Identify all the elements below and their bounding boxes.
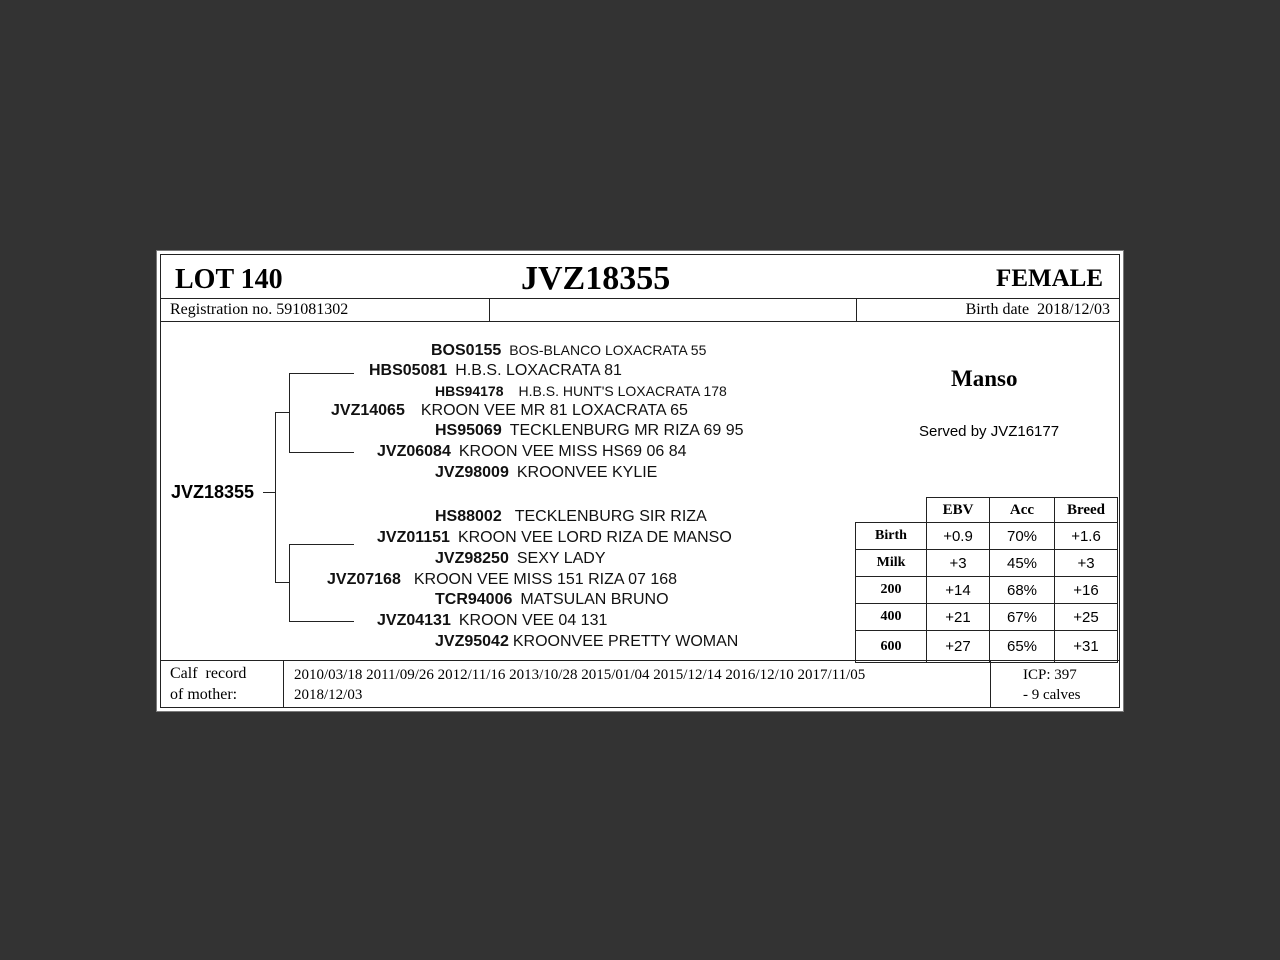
pedigree-name: MATSULAN BRUNO: [520, 591, 669, 608]
pedigree-entry: [369, 362, 622, 380]
calf-record-dates-box: [283, 660, 991, 708]
pedigree-entry: [435, 383, 727, 399]
calf-record-dates-line2: 2018/12/03: [294, 687, 363, 703]
sex-label: FEMALE: [996, 265, 1103, 292]
pedigree-code: JVZ95042: [435, 633, 509, 650]
ebv-value: +21: [927, 604, 990, 631]
pedigree-code: HS88002: [435, 508, 502, 525]
dam-sire-line: [289, 544, 354, 545]
pedigree-name: BOS-BLANCO LOXACRATA 55: [509, 342, 707, 358]
pedigree-name: KROONVEE KYLIE: [516, 464, 658, 481]
header-box: [160, 254, 1120, 299]
pedigree-name: KROON VEE LORD RIZA DE MANSO: [457, 529, 732, 546]
pedigree-code: JVZ14065: [331, 402, 405, 419]
ebv-row-label: 400: [856, 604, 927, 631]
pedigree-entry: [435, 633, 738, 651]
table-row: [856, 550, 1118, 577]
dam-dam-line: [289, 621, 354, 622]
ebv-row-label: Milk: [856, 550, 927, 577]
pedigree-name: KROON VEE MISS 151 RIZA 07 168: [413, 571, 678, 588]
calf-record-dates-line1: 2010/03/18 2011/09/26 2012/11/16 2013/10/28 2015/01/04 2015/12/14 2016/12/10 2017/11/05: [294, 667, 866, 683]
breed-value: +31: [1055, 631, 1118, 663]
pedigree-name: KROONVEE PRETTY WOMAN: [512, 633, 739, 650]
table-row: [856, 604, 1118, 631]
pedigree-code: HBS05081: [369, 362, 448, 379]
calf-record-label-box: [160, 660, 284, 708]
lot-number: LOT 140: [175, 264, 283, 295]
pedigree-code: JVZ04131: [377, 612, 451, 629]
pedigree-name: TECKLENBURG SIR RIZA: [514, 508, 707, 525]
pedigree-code: JVZ07168: [327, 571, 401, 588]
breed-value: +16: [1055, 577, 1118, 604]
pedigree-name: SEXY LADY: [516, 550, 606, 567]
ebv-value: +0.9: [927, 523, 990, 550]
sire-branch: [275, 412, 289, 413]
table-row: [856, 577, 1118, 604]
icp-box: [990, 660, 1120, 708]
main-bracket: [275, 412, 276, 582]
acc-value: 67%: [990, 604, 1055, 631]
acc-value: 70%: [990, 523, 1055, 550]
pedigree-entry: [435, 464, 657, 482]
pedigree-name: H.B.S. LOXACRATA 81: [455, 362, 622, 379]
pedigree-name: KROON VEE MISS HS69 06 84: [458, 443, 687, 460]
pedigree-entry: [435, 591, 669, 609]
dam-bracket: [289, 544, 290, 621]
sire-sire-line: [289, 373, 354, 374]
ebv-row-label: Birth: [856, 523, 927, 550]
pedigree-code: JVZ01151: [377, 529, 450, 546]
pedigree-name: KROON VEE MR 81 LOXACRATA 65: [420, 402, 688, 419]
dam-branch: [275, 582, 289, 583]
ebv-value: +27: [927, 631, 990, 663]
acc-value: 45%: [990, 550, 1055, 577]
acc-value: 68%: [990, 577, 1055, 604]
registration-number: Registration no. 591081302: [170, 301, 349, 318]
ebv-header-ebv: EBV: [927, 498, 990, 523]
pedigree-entry: [377, 443, 687, 461]
pedigree-entry: [331, 402, 688, 420]
ebv-value: +14: [927, 577, 990, 604]
breed-value: +1.6: [1055, 523, 1118, 550]
pedigree-entry: [435, 422, 744, 440]
icp-value: ICP: 397: [1023, 667, 1077, 683]
ebv-header-row: [856, 498, 1118, 523]
ebv-row-label: 600: [856, 631, 927, 663]
pedigree-entry: [377, 529, 732, 547]
calf-record-label-line1: Calf record: [170, 665, 247, 682]
pedigree-code: JVZ98250: [435, 550, 509, 567]
breed-value: +3: [1055, 550, 1118, 577]
ebv-header-breed: Breed: [1055, 498, 1118, 523]
calf-record-label-line2: of mother:: [170, 686, 238, 703]
blank-info-box: [489, 298, 857, 322]
birth-date-label: Birth date: [965, 301, 1030, 318]
served-by: Served by JVZ16177: [919, 423, 1060, 440]
pedigree-name: H.B.S. HUNT'S LOXACRATA 178: [518, 383, 727, 399]
pedigree-entry: [435, 508, 707, 526]
ebv-row-label: 200: [856, 577, 927, 604]
pedigree-entry: [431, 342, 706, 360]
ebv-table: [855, 497, 1118, 663]
birth-date-box: [856, 298, 1120, 322]
pedigree-code: BOS0155: [431, 342, 502, 359]
table-row: [856, 631, 1118, 663]
pedigree-code: HS95069: [435, 422, 502, 439]
calf-count: - 9 calves: [1023, 687, 1081, 703]
pedigree-code: JVZ06084: [377, 443, 451, 460]
acc-value: 65%: [990, 631, 1055, 663]
pedigree-name: TECKLENBURG MR RIZA 69 95: [509, 422, 744, 439]
pedigree-code: JVZ98009: [435, 464, 509, 481]
lot-card: [156, 250, 1124, 712]
pedigree-entry: [377, 612, 607, 630]
table-row: [856, 523, 1118, 550]
service-bull-name: Manso: [951, 366, 1018, 391]
pedigree-entry: [327, 571, 677, 589]
sire-bracket: [289, 373, 290, 452]
breed-value: +25: [1055, 604, 1118, 631]
pedigree-entry: [435, 550, 605, 568]
pedigree-name: KROON VEE 04 131: [458, 612, 608, 629]
sire-dam-line: [289, 452, 354, 453]
pedigree-subject: JVZ18355: [171, 482, 255, 502]
birth-date: [966, 301, 1110, 319]
birth-date-value: 2018/12/03: [1037, 301, 1110, 318]
animal-id: JVZ18355: [521, 260, 671, 297]
ebv-header-acc: Acc: [990, 498, 1055, 523]
ebv-header-blank: [856, 498, 927, 523]
registration-box: [160, 298, 490, 322]
pedigree-code: TCR94006: [435, 591, 513, 608]
pedigree-code: HBS94178: [435, 383, 504, 399]
subject-connector: [263, 492, 275, 493]
ebv-value: +3: [927, 550, 990, 577]
